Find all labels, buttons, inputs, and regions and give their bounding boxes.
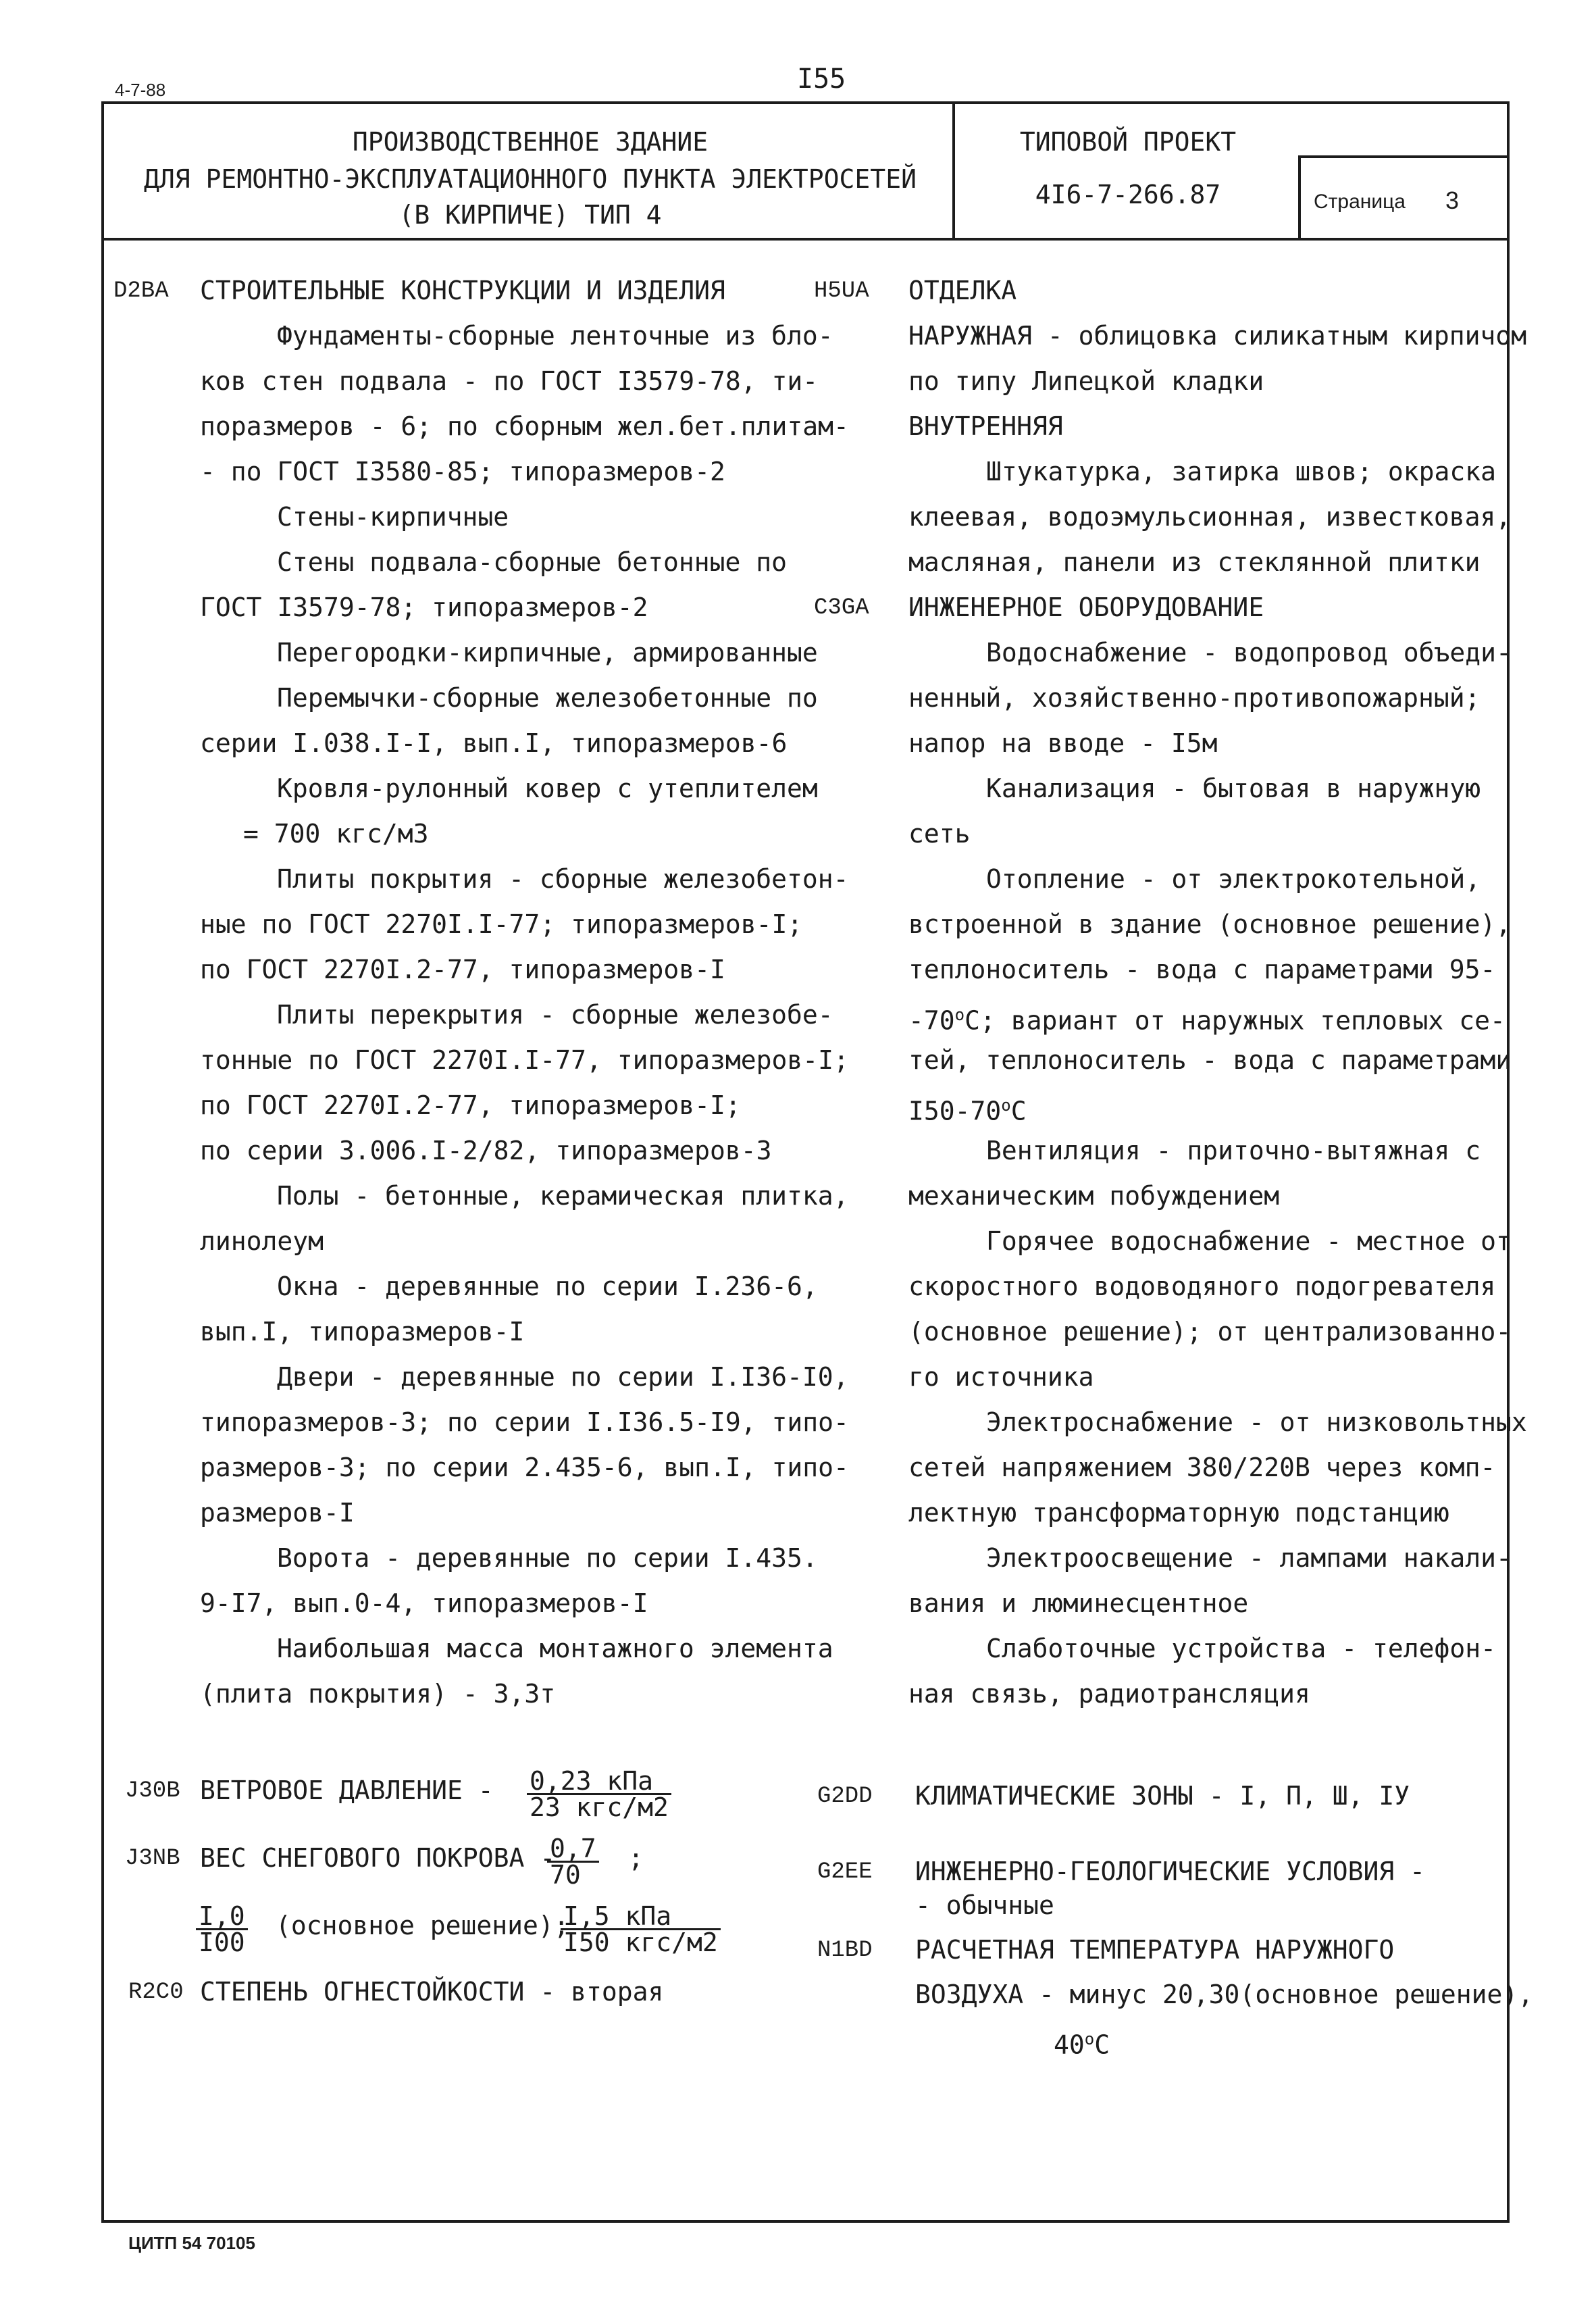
- right-line: вания и люминесцентное: [908, 1588, 1249, 1618]
- left-line: Стены подвала-сборные бетонные по: [277, 547, 787, 577]
- left-line: по серии 3.006.I-2/82, типоразмеров-3: [200, 1136, 772, 1165]
- heating-variant: С; вариант от наружных тепловых се-: [964, 1005, 1505, 1036]
- right-line: ненный, хозяйственно-противопожарный;: [908, 683, 1481, 713]
- title-line-3: (В КИРПИЧЕ) ТИП 4: [398, 200, 662, 230]
- right-line: Штукатурка, затирка швов; окраска: [986, 457, 1496, 486]
- left-line: Фундаменты-сборные ленточные из бло-: [277, 321, 833, 351]
- page-value: 3: [1445, 186, 1460, 214]
- left-line: (плита покрытия) - 3,3т: [200, 1679, 556, 1709]
- page-number-top: I55: [797, 64, 846, 95]
- right-line: тей, теплоноситель - вода с параметрами: [908, 1045, 1512, 1075]
- right-line: сеть: [908, 819, 971, 849]
- left-line: поразмеров - 6; по сборным жел.бет.плитам-: [200, 411, 849, 441]
- left-line: = 700 кгс/м3: [243, 819, 429, 849]
- left-line: - по ГОСТ I3580-85; типоразмеров-2: [200, 457, 725, 486]
- left-line: серии I.038.I-I, вып.I, типоразмеров-6: [200, 728, 788, 758]
- left-line: Двери - деревянные по серии I.I36-I0,: [277, 1362, 849, 1392]
- temp-line-2: ВОЗДУХА - минус 20,30(основное решение),: [915, 1980, 1534, 2009]
- degree-mark: o: [954, 1005, 965, 1024]
- project-number: 4I6-7-266.87: [1035, 180, 1221, 209]
- temp-value-unit: С: [1094, 2030, 1110, 2060]
- code-equipment: C3GA: [814, 595, 869, 621]
- code-geo: G2EE: [817, 1859, 873, 1885]
- snow-kpa: 0,7: [547, 1836, 599, 1863]
- right-line: по типу Липецкой кладки: [908, 366, 1264, 396]
- left-line: по ГОСТ 2270I.2-77, типоразмеров-I: [200, 955, 725, 984]
- left-line: ков стен подвала - по ГОСТ I3579-78, ти-: [200, 366, 819, 396]
- left-line: размеров-3; по серии 2.435-6, вып.I, типо-: [200, 1453, 849, 1482]
- right-line: ная связь, радиотрансляция: [908, 1679, 1310, 1709]
- left-line: Окна - деревянные по серии I.236-6,: [277, 1272, 818, 1301]
- right-line: механическим побуждением: [908, 1181, 1280, 1211]
- left-line: тонные по ГОСТ 2270I.I-77, типоразмеров-I;: [200, 1045, 849, 1075]
- wind-kgs: 23 кгс/м2: [530, 1792, 669, 1822]
- right-line: [908, 1092, 1027, 1125]
- snow-fraction-2: [196, 1901, 248, 1957]
- right-line: го источника: [908, 1362, 1094, 1392]
- right-line: сетей напряжением 380/220В через комп-: [908, 1453, 1496, 1482]
- right-line: Электроосвещение - лампами накали-: [986, 1543, 1512, 1573]
- right-line: [908, 1001, 1505, 1034]
- title-line-1: ПРОИЗВОДСТВЕННОЕ ЗДАНИЕ: [352, 127, 709, 157]
- wind-label: ВЕТРОВОЕ ДАВЛЕНИЕ -: [200, 1776, 494, 1805]
- right-line: ВНУТРЕННЯЯ: [908, 411, 1063, 441]
- code-climate: G2DD: [817, 1784, 873, 1809]
- snow-fraction-3: [561, 1901, 721, 1957]
- geo-line-2: - обычные: [915, 1890, 1054, 1920]
- right-line: Водоснабжение - водопровод объеди-: [986, 638, 1512, 668]
- snow-separator: ;: [628, 1843, 644, 1873]
- snow-kpa-3: I,5 кПа: [561, 1904, 721, 1930]
- temp-line-1: РАСЧЕТНАЯ ТЕМПЕРАТУРА НАРУЖНОГО: [915, 1935, 1395, 1965]
- degree-mark: o: [1001, 1096, 1011, 1115]
- snow-fraction-1: [547, 1834, 599, 1890]
- right-line: Горячее водоснабжение - местное от: [986, 1226, 1512, 1256]
- temp-line-3: [1054, 2026, 1110, 2059]
- code-wind: J30B: [125, 1778, 180, 1804]
- snow-label: ВЕС СНЕГОВОГО ПОКРОВА -: [200, 1843, 556, 1873]
- snow-kpa-2: I,0: [196, 1904, 248, 1930]
- left-line: по ГОСТ 2270I.2-77, типоразмеров-I;: [200, 1090, 741, 1120]
- title-line-2: ДЛЯ РЕМОНТНО-ЭКСПЛУАТАЦИОННОГО ПУНКТА ЭЛЕКТРОСЕТЕЙ: [144, 164, 917, 194]
- doc-date: 4-7-88: [115, 80, 166, 100]
- left-line: Стены-кирпичные: [277, 502, 509, 532]
- project-label: ТИПОВОЙ ПРОЕКТ: [1019, 127, 1237, 157]
- snow-main-solution: (основное решение);: [276, 1911, 569, 1940]
- snow-kgs-3: I50 кгс/м2: [563, 1928, 718, 1957]
- right-line: напор на вводе - I5м: [908, 728, 1218, 758]
- right-line: лектную трансформаторную подстанцию: [908, 1498, 1449, 1528]
- wind-kpa: 0,23 кПа: [527, 1769, 671, 1795]
- page-label: Страница: [1314, 191, 1406, 213]
- code-finish: H5UA: [814, 278, 869, 304]
- left-line: типоразмеров-3; по серии I.I36.5-I9, типо-: [200, 1407, 849, 1437]
- left-line: вып.I, типоразмеров-I: [200, 1317, 525, 1347]
- right-line: НАРУЖНАЯ - облицовка силикатным кирпичом: [908, 321, 1527, 351]
- left-line: Кровля-рулонный ковер с утеплителем: [277, 774, 818, 803]
- title-block-page-divider: [1298, 155, 1510, 158]
- struct-heading: СТРОИТЕЛЬНЫЕ КОНСТРУКЦИИ И ИЗДЕЛИЯ: [200, 276, 725, 305]
- right-line: Электроснабжение - от низковольтных: [986, 1407, 1527, 1437]
- left-line: Полы - бетонные, керамическая плитка,: [277, 1181, 849, 1211]
- right-line: Вентиляция - приточно-вытяжная с: [986, 1136, 1481, 1165]
- temp-unit: С: [1010, 1096, 1027, 1126]
- right-line: Слаботочные устройства - телефон-: [986, 1634, 1496, 1663]
- degree-mark: o: [1084, 2030, 1095, 2048]
- right-line: масляная, панели из стеклянной плитки: [908, 547, 1481, 577]
- left-line: размеров-I: [200, 1498, 355, 1528]
- snow-kgs-2: I00: [199, 1928, 245, 1957]
- geo-line-1: ИНЖЕНЕРНО-ГЕОЛОГИЧЕСКИЕ УСЛОВИЯ -: [915, 1857, 1425, 1886]
- right-line: скоростного водоводяного подогревателя: [908, 1272, 1496, 1301]
- code-struct: D2BA: [113, 278, 169, 304]
- code-fire: R2C0: [128, 1980, 184, 2005]
- climate-label: КЛИМАТИЧЕСКИЕ ЗОНЫ - I, П, Ш, IУ: [915, 1781, 1410, 1811]
- left-line: Наибольшая масса монтажного элемента: [277, 1634, 833, 1663]
- finish-heading: ОТДЕЛКА: [908, 276, 1017, 305]
- temp-value: 40: [1054, 2030, 1085, 2060]
- right-line: встроенной в здание (основное решение),: [908, 909, 1512, 939]
- right-line: (основное решение); от централизованно-: [908, 1317, 1512, 1347]
- left-line: Перегородки-кирпичные, армированные: [277, 638, 818, 668]
- left-line: Плиты покрытия - сборные железобетон-: [277, 864, 849, 894]
- equipment-heading: ИНЖЕНЕРНОЕ ОБОРУДОВАНИЕ: [908, 593, 1264, 622]
- wind-fraction: [527, 1766, 671, 1822]
- left-line: ГОСТ I3579-78; типоразмеров-2: [200, 593, 648, 622]
- footer-stamp: ЦИТП 54 70105: [128, 2233, 255, 2253]
- code-temp: N1BD: [817, 1938, 873, 1963]
- right-line: Отопление - от электрокотельной,: [986, 864, 1481, 894]
- title-block-vdivider-2: [1298, 155, 1301, 239]
- temp-range-start: -70: [908, 1005, 955, 1036]
- left-line: Плиты перекрытия - сборные железобе-: [277, 1000, 833, 1030]
- temp-range: I50-70: [908, 1096, 1002, 1126]
- left-line: линолеум: [200, 1226, 324, 1256]
- right-line: клеевая, водоэмульсионная, известковая,: [908, 502, 1512, 532]
- left-line: ные по ГОСТ 2270I.I-77; типоразмеров-I;: [200, 909, 803, 939]
- snow-kgs: 70: [550, 1860, 581, 1890]
- left-line: 9-I7, вып.0-4, типоразмеров-I: [200, 1588, 648, 1618]
- right-line: теплоноситель - вода с параметрами 95-: [908, 955, 1496, 984]
- code-snow: J3NB: [125, 1846, 180, 1871]
- fire-label: СТЕПЕНЬ ОГНЕСТОЙКОСТИ - вторая: [200, 1977, 664, 2007]
- left-line: Ворота - деревянные по серии I.435.: [277, 1543, 818, 1573]
- right-line: Канализация - бытовая в наружную: [986, 774, 1481, 803]
- title-block-vdivider-1: [952, 101, 955, 239]
- left-line: Перемычки-сборные железобетонные по: [277, 683, 818, 713]
